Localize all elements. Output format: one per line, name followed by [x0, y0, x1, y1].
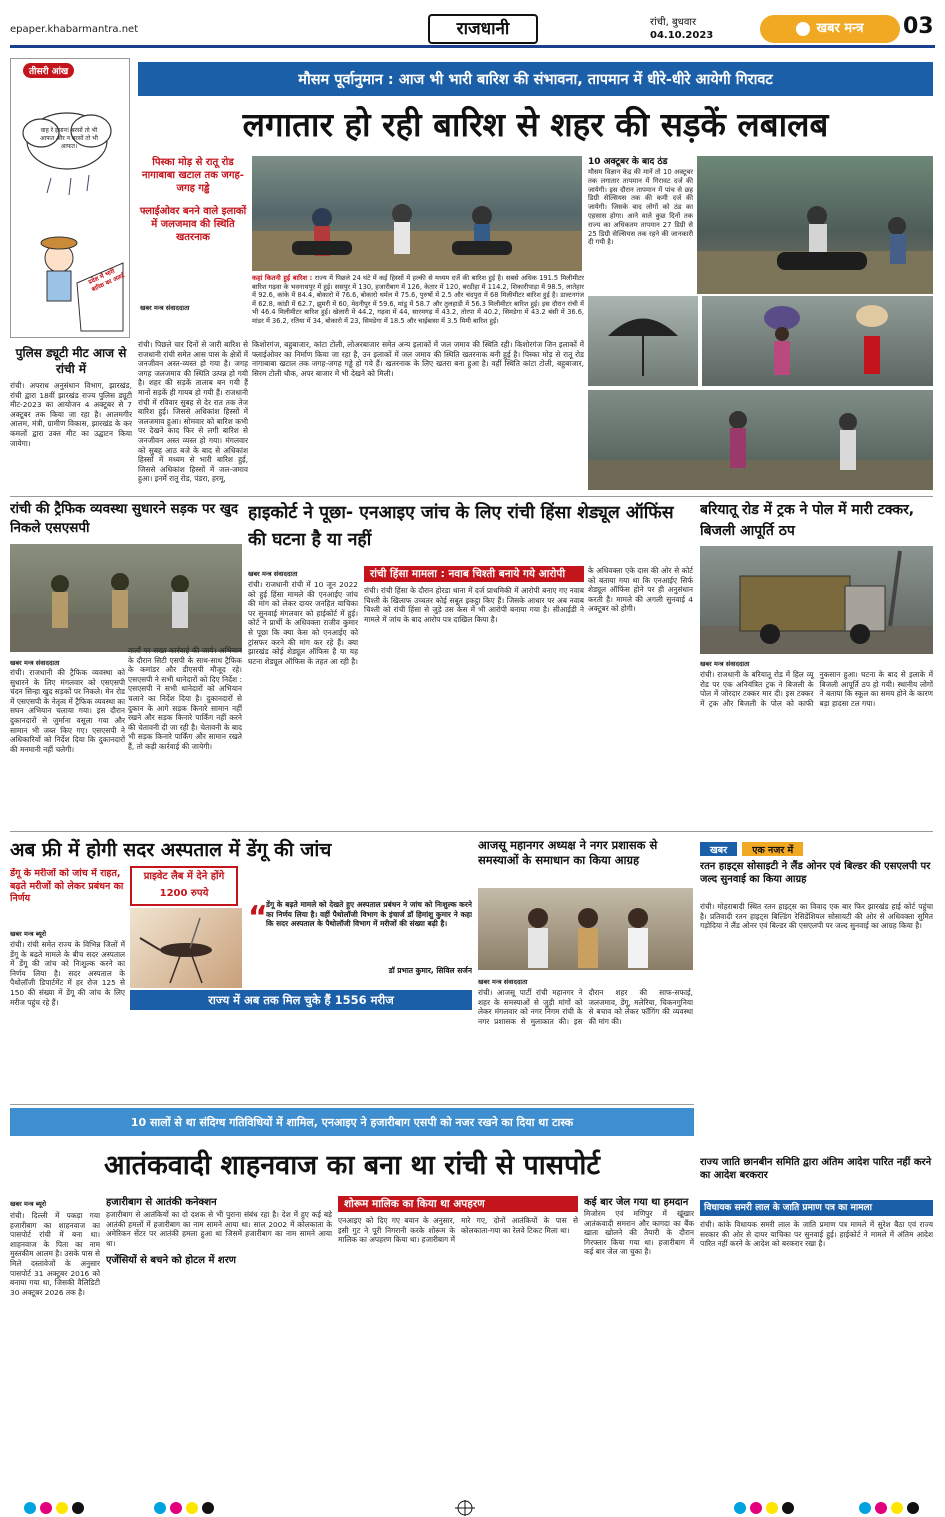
cartoon-tag: तीसरी आंख	[23, 63, 74, 78]
quote-icon: “	[248, 900, 268, 935]
brief-subhead-2	[700, 1200, 933, 1216]
mosquito-icon	[130, 908, 242, 988]
rain-umbrella-photo	[588, 296, 698, 386]
police-meet-headline: पुलिस ड्यूटी मीट आज से रांची में	[15, 346, 127, 376]
lab-price: प्राइवेट लैब में देने होंगे 1200 रुपये	[143, 871, 225, 899]
terror-subhead-2: शोरूम मालिक का किया था अपहरण	[338, 1196, 578, 1212]
dengue-headline: अब फ्री में होगी सदर अस्पताल में डेंगू की जांच	[10, 839, 332, 861]
terror-body-2: हजारीबाग से आतंकियों का दो दशक से भी पुराना संबंध रहा है। देश में हुए कई बड़े आतंकी हमलों में हजारीबाग का नाम सामने आया था। साल 2002 में कोलकाता के अमेरिकन सेंटर पर आतंकी हमला हुआ था जिसमें हजारीबाग का नाम सामने आया था।	[106, 1210, 332, 1248]
traffic-body-1: रांची। राजधानी की ट्रैफिक व्यवस्था को सुधारने के लिए मंगलवार को एसएसपी चंदन सिन्हा खुद सड़कों पर निकले। मेन रोड में एसएसपी के नेतृत्व में ट्रैफिक व्यवस्था का सघन अभियान चलाया गया। इस दौरान दुकानदारों से जुर्माना वसूला गया और सामान भी जब्त किए गए। एसएसपी ने अधिकारियों को निर्देश दिया कि दुकानदारों की मनमानी नहीं चलेगी।	[10, 668, 125, 754]
highcourt-subhead: रांची हिंसा मामला : नवाब चिश्ती बनाये गये आरोपी	[364, 566, 584, 582]
terror-col-1	[10, 1196, 100, 1496]
brief-tag-secondary: एक नजर में	[742, 842, 803, 856]
terror-subhead-1: हजारीबाग से आतंकी कनेक्शन	[106, 1197, 217, 1208]
terror-col-2	[106, 1196, 332, 1496]
lab-badge	[130, 866, 238, 906]
bariatu-headline: बरियातू रोड में ट्रक ने पोल में मारी टक्कर, बिजली आपूर्ति ठप	[700, 502, 915, 539]
city-day: रांची, बुधवार	[650, 17, 697, 28]
cartoon-drawing	[11, 83, 129, 333]
weather-body-2: किशोरगंज, बहुबाजार, कांटा टोली, लोअरबाजार समेत अन्य इलाकों में जल जमाव की स्थिति रही। किशोरगंज जिन इलाकों में फ्लाईओवर का निर्माण किया जा रहा है, उन इलाकों में जल जमाव की स्थिति खतरनाक बनी हुई है। पिस्का मोड़ से रातू रोड नागाबाबा खटाल तक जगह-जगह गड्ढे हो गये हैं। खतरनाक के लिए खतरा बना हुआ है। वहीं स्थिति कांटा टोली, बहुबाजार, सिरम टोली चौक, अपर बाजार में भी देखने को मिली।	[252, 340, 584, 378]
police-meet	[10, 345, 132, 495]
page-number: 03	[903, 14, 934, 39]
weather-body-1: रांची। पिछले चार दिनों से जारी बारिश से राजधानी रांची समेत आस पास के क्षेत्रों में जनजीवन अस्त-व्यस्त हो गया है। जगह जगह जलजमाव की स्थिति उत्पन्न हो गयी है। शहर की सड़कें तालाब बन गयी हैं मानों सड़कें ही गायब हो गयी हैं। राजधानी रांची में रविवार सुबह से देर रात तक तेज बारिश हुई। जिससे अधिकांश हिस्सों में जलजमाव हुआ। सोमवार को बारिश कभी पर देखने काद फिर से लगी बारिश से जनजीवन अस्त व्यस्त हो गया। मंगलवार को सुबह आठ बजे के बाद से अधिकांश हिस्सों में मध्यम से भारी बारिश हुई, जिससे अधिकांश हिस्सों में जल-जमाव हुआ। इनमें रातू रोड, पंडरा, हरमू,	[138, 340, 248, 484]
carry-scene	[702, 296, 933, 386]
bariatu-byline: खबर मन्त्र संवाददाता	[700, 660, 750, 668]
flood-scene	[252, 156, 582, 271]
traffic-body-2: वालों पर सख्त कार्रवाई की जाये। अभियान के दौरान सिटी एसपी के साथ-साथ ट्रैफिक के कमांडर और डीएसपी मौजूद रहे। एसएसपी ने सभी थानेदारों को दिए निर्देश : एसएसपी ने सभी थानेदारों को अभियान चलाने का निर्देश दिया है। दुकानदारों से दुकान के आगे सड़क किनारे सामान नहीं रखने और सड़क किनारे पार्किंग नहीं करने की चेतावनी दी जा रही है। चेतावनी के बाद भी सड़क किनारे पार्किंग और सामान रखते हैं, तो कड़ी कार्रवाई की जायेगी।	[128, 646, 242, 751]
divider	[10, 496, 933, 497]
dengue-quote	[248, 900, 472, 980]
truck-accident-scene	[700, 546, 933, 654]
traffic-photo	[10, 544, 242, 652]
umbrella-scene	[588, 296, 698, 386]
brief-headline-2: राज्य जाति छानबीन समिति द्वारा अंतिम आदेश पारित नहीं करने का आदेश बरकरार	[700, 1157, 932, 1181]
terror-byline: खबर मन्त्र ब्यूरो	[10, 1200, 47, 1208]
terror-band: 10 सालों से था संदिग्ध गतिविधियों में शामिल, एनआइए ने हजारीबाग एसपी को नजर रखने का दिया था टास्क	[10, 1108, 694, 1136]
issue-date: 04.10.2023	[650, 30, 714, 41]
dengue-band: राज्य में अब तक मिल चुके हैं 1556 मरीज	[130, 990, 472, 1010]
highcourt-byline: खबर मन्त्र संवाददाता	[248, 570, 298, 578]
dateline	[650, 16, 713, 42]
weather-side-head-2: फ्लाईओवर बनने वाले इलाकों में जलजमाव की स्थिति खतरनाक	[139, 206, 247, 243]
brief-tag	[700, 838, 933, 856]
rain-stats-title: कहां कितनी हुई बारिश :	[252, 274, 313, 282]
brief-subhead-2-text: विधायक समरी लाल के जाति प्रमाण पत्र का मामला	[704, 1203, 872, 1213]
brand-logo	[760, 15, 900, 43]
weather-byline: खबर मन्त्र संवाददाता	[140, 304, 190, 312]
rain-stats-text: राज्य में पिछले 24 घंटे में कई हिस्सों में हल्की से मध्यम दर्जे की बारिश हुई है। सबसे अधिक 191.5 मिलीमीटर बारिश गढ़वा के भवनाथपुर में हुई। ससपुर में 130, हजारीबाग में 126, केतार में 120, बरडीहा में 114.2, शिकारीपाड़ा में 98.5, लातेहार में 92.6, कांके में 84.4, बोकारो में 76.6, बोकारो थर्मल में 75.6, पुरुषों में 2.5 और चंदपुरा में 68 मिलीमीटर बारिश हुई है। डाल्टनगंज में 62.8, कांडी में 62.7, झुमरी में 60, मेदनीपुर में 59.6, मांडू में 58.7 और तुलहाडी में 56.3 मिलीमीटर बारिश हुई। इस दौरान रांची में भी 46.4 मिलीमीटर बारिश हुई। खेलारी में 44.2, गढ़वा में 44, सारमगढ़ में 43.2, तोरपा में 40.2, सिमडेगा में 43.2 बंसी में 36.6, मांडर में 36.2, रतिया में 34, बोकारो में 23, सिमडेगा में 18.5 और चाईबासा में 3.5 मिमी बारिश हुई।	[252, 274, 584, 325]
brief-headline-1: रतन हाइट्स सोसाइटी ने लैंड ओनर एवं बिल्डर की एसएलपी पर जल्द सुनवाई का किया आग्रह	[700, 861, 931, 885]
truck-photo	[700, 546, 933, 654]
cartoon-speech: वाह रे इंसान! बरसों तो भी आफत और न बरसों तो भी आफत।	[40, 127, 98, 150]
traffic-headline: रांची की ट्रैफिक व्यवस्था सुधारने सड़क पर खुद निकले एसएसपी	[10, 501, 239, 536]
site-url[interactable]: epaper.khabarmantra.net	[10, 24, 139, 35]
rain-stats	[252, 274, 584, 338]
dengue-byline: खबर मन्त्र ब्यूरो	[10, 930, 47, 938]
walk-scene	[588, 390, 933, 490]
brief-tag-primary: खबर	[700, 842, 737, 856]
highcourt-body-3: के अधिवक्ता एके दास की ओर से कोर्ट को बताया गया था कि एनआईए सिर्फ शेड्यूल ऑफिंस होने पर ही अनुसंधान करती है। मामले की अगली सुनवाई 4 अक्टूबर को होगी।	[588, 566, 693, 614]
police-scene	[10, 544, 242, 652]
weather-side-head-1: पिस्का मोड़ से रातू रोड नागाबाबा खटाल तक जगह-जगह गड्ढे	[142, 157, 244, 194]
weather-box	[588, 156, 693, 296]
highcourt-headline: हाइकोर्ट ने पूछा- एनआइए जांच के लिए रांची हिंसा शेड्यूल ऑफिंस की घटना है या नहीं	[248, 503, 674, 550]
terror-col-3	[338, 1196, 578, 1496]
terror-col-4	[584, 1196, 694, 1496]
terror-body-4: मिजोरम एवं मणिपुर में खूंखार आतंकवादी समरान और कागदा का बैंक खाता खोलने की तैयारी के दौरान गिरफ्तार किया गया था। हजारीबाग में कई बार जेल जा चुका है।	[584, 1209, 694, 1257]
weather-box-text: मौसम विज्ञान केंद्र की मानें तो 10 अक्टूबर तक लगातार तापमान में गिरावट दर्ज की जायेगी। इस दौरान तापमान में पांच से छह डिग्री सेल्सियस तक की कमी दर्ज की जायेगी। जिसके बाद लोगों को ठंड का एहसास होगा। आने वाले कुछ दिनों तक राज्य का अधिकतम तापमान 27 डिग्री से 25 डिग्री सेल्सियस तक रहने की जानकारी दी गयी है।	[588, 168, 693, 247]
brief-body-1: रांची। मोहराबादी स्थित रतन हाइट्स का विवाद एक बार फिर झारखंड हाई कोर्ट पहुंचा है। प्रतिवादी रतन हाइट्स बिल्डिंग रेसिडेंशियल सोसायटी की ओर से अधिवक्ता सुमित गड़ोदिया ने लैंड ओनर एवं बिल्डर की एसएलपी पर जल्द सुनवाई का आग्रह किया है।	[700, 902, 933, 931]
divider	[10, 831, 933, 832]
mayor-body: रांची। आजसू पार्टी रांची महानगर ने शहर के समस्याओं से जुड़ी मांगों को लेकर मंगलवार को नगर निगम रांची के नगर प्रशासक से मुलाकात की। इस दौरान शहर की साफ-सफाई, जलजमाव, डेंगू, मलेरिया, चिकनगुनिया से बचाव को लेकर फॉगिंग की व्यवस्था की मांग की।	[478, 988, 693, 1026]
terror-subhead-4: एजेंसियों से बचने को होटल में शरण	[106, 1255, 237, 1267]
weather-kicker: मौसम पूर्वानुमान : आज भी भारी बारिश की संभावना, तापमान में धीरे-धीरे आयेगी गिरावट	[138, 62, 933, 96]
page-header	[10, 14, 935, 48]
quote-text: डेंगू के बढ़ते मामले को देखते हुए अस्पताल प्रबंधन ने जांच को निःशुल्क करने का निर्णय लिया है। वहीं पैथोलॉजी विभाग के इंचार्ज डॉ हिमांशु कुमार ने कहा कि सदर अस्पताल के पैथोलॉजी विभाग में मरीजों की संख्या बढ़ी है।	[266, 900, 472, 929]
flood-photo-2	[697, 156, 933, 294]
flood-scene-2	[697, 156, 933, 294]
terror-subhead-3: कई बार जेल गया था हमदान	[584, 1197, 689, 1208]
terror-body-3: एनआइए को दिए गए बयान के अनुसार, इसी गुट ने पूरी निगरानी करके शोरूम के मालिक का अपहरण किया था। हजारीबाग में मारे गए, दोनों आतंकियों के पास से कोलकाता-गया का रेलवे टिकट मिला था।	[338, 1216, 578, 1245]
dengue-side-head: डेंगू के मरीजों को जांच में राहत, बढ़ते मरीजों को लेकर प्रबंधन का निर्णय	[10, 868, 124, 904]
bariatu-body: रांची। राजधानी के बरियातू रोड में हिल व्यू रोड पर एक अनियंत्रित ट्रक ने बिजली के पोल में जोरदार टक्कर मार दी। इस टक्कर में ट्रक और बिजली के पोल को काफी नुकसान हुआ। घटना के बाद से इलाके में बिजली आपूर्ति ठप हो गयी। स्थानीय लोगों ने बताया कि स्कूल का समय होने के कारण बड़ा हादसा टल गया।	[700, 670, 933, 708]
brand-name: खबर मन्त्र	[816, 21, 864, 36]
highcourt-body-2: रांची। रांची हिंसा के दौरान होरडा थाना में दर्ज प्राथमिकी में आरोपी बनाए गए नवाब चिश्ती के खिलाफ उच्चतर कोई सबूत इकट्ठा किए हैं। जिसके आधार पर अब नवाब चिश्ती को रांची हिंसा से जुड़े उस केस में भी आरोपी बनाया गया है। सीआईडी ने मामले में जांच के बाद आरोप पत्र दाखिल किया है।	[364, 586, 584, 624]
mosquito-photo	[130, 908, 242, 988]
rain-load-photo	[702, 296, 933, 386]
terror-body-1: रांची। दिल्ली में पकड़ा गया हजारीबाग का शाहनवाज का पासपोर्ट रांची में बना था। शाहनवाज के पिता का नाम मुस्तकीम आलम है। उसके पास से मिले दस्तावेजों के अनुसार पासपोर्ट 31 अक्टूबर 2016 को बनाया गया था, जिसकी वैलिडिटी 30 अक्टूबर 2026 तक है।	[10, 1211, 100, 1297]
traffic-byline: खबर मन्त्र संवाददाता	[10, 659, 60, 667]
brand-icon	[796, 22, 810, 36]
weather-headline: लगातार हो रही बारिश से शहर की सड़कें लबालब	[242, 105, 829, 144]
terror-headline: आतंकवादी शाहनवाज का बना था रांची से पासपोर्ट	[104, 1150, 600, 1181]
mayor-photo	[478, 888, 693, 970]
meeting-scene	[478, 888, 693, 970]
section-title: राजधानी	[428, 14, 538, 44]
cartoon-pot-label: प्रदेश में भारी बारिश का अलर्ट	[87, 267, 126, 294]
highcourt-body-1: रांची। राजधानी रांची में 10 जून 2022 को हुई हिंसा मामले की एनआईए जांच की मांग को लेकर दायर जनहित याचिका पर सुनवाई मंगलवार को हाईकोर्ट में हुई। कोर्ट ने प्रार्थी के अधिवक्ता राजीव कुमार से पूछा कि क्या केस को एनआईए को ट्रांसफर करने की मांग कर रहे हैं। क्या झारखंड कोई शेड्यूल ऑफिस है या यह घटना शेड्यूल ऑफिस के तहत आ रही है।	[248, 580, 358, 666]
print-registration-marks	[10, 1500, 935, 1516]
rain-walk-photo	[588, 390, 933, 490]
weather-sidebar	[138, 156, 248, 296]
cartoon-box	[10, 58, 130, 338]
divider	[10, 1104, 694, 1105]
mayor-byline: खबर मन्त्र संवाददाता	[478, 978, 528, 986]
quote-author: डॉ प्रभात कुमार, सिविल सर्जन	[388, 966, 472, 975]
flood-photo-1	[252, 156, 582, 271]
mayor-headline: आजसू महानगर अध्यक्ष ने नगर प्रशासक से समस्याओं के समाधान का किया आग्रह	[478, 838, 658, 867]
brief-body-2: रांची। कांके विधायक समरी लाल के जाति प्रमाण पत्र मामले में सुरेश बैठा एवं राज्य सरकार की ओर से दायर याचिका पर सुनवाई हुई। हाईकोर्ट ने मामले में अंतिम आदेश पारित नहीं करने के आदेश को बरकरार रखा है।	[700, 1220, 933, 1249]
police-meet-body: रांची। अपराध अनुसंधान विभाग, झारखंड, रांची द्वारा 18वीं झारखंड राज्य पुलिस ड्यूटी मीट-2023 का आयोजन 4 अक्टूबर से 7 अक्टूबर तक किया जा रहा है। आलमगीर आलम, मंत्री, ग्रामीण विकास, झारखंड के कर कमलों द्वारा उक्त मीट का उद्घाटन किया जायेगा।	[10, 381, 132, 448]
dengue-body: रांची। रांची समेत राज्य के विभिन्न जिलों में डेंगू के बढ़ते मामले के बीच सदर अस्पताल में डेंगू की जांच को निःशुल्क करने का निर्णय लिया है। सदर अस्पताल के पैथोलॉजी डिपार्टमेंट में हर रोज 125 से 150 की संख्या में डेंगू की जांच के लिए मरीज पहुंच रहे हैं।	[10, 940, 125, 1007]
weather-box-title: 10 अक्टूबर के बाद ठंड	[588, 157, 668, 167]
